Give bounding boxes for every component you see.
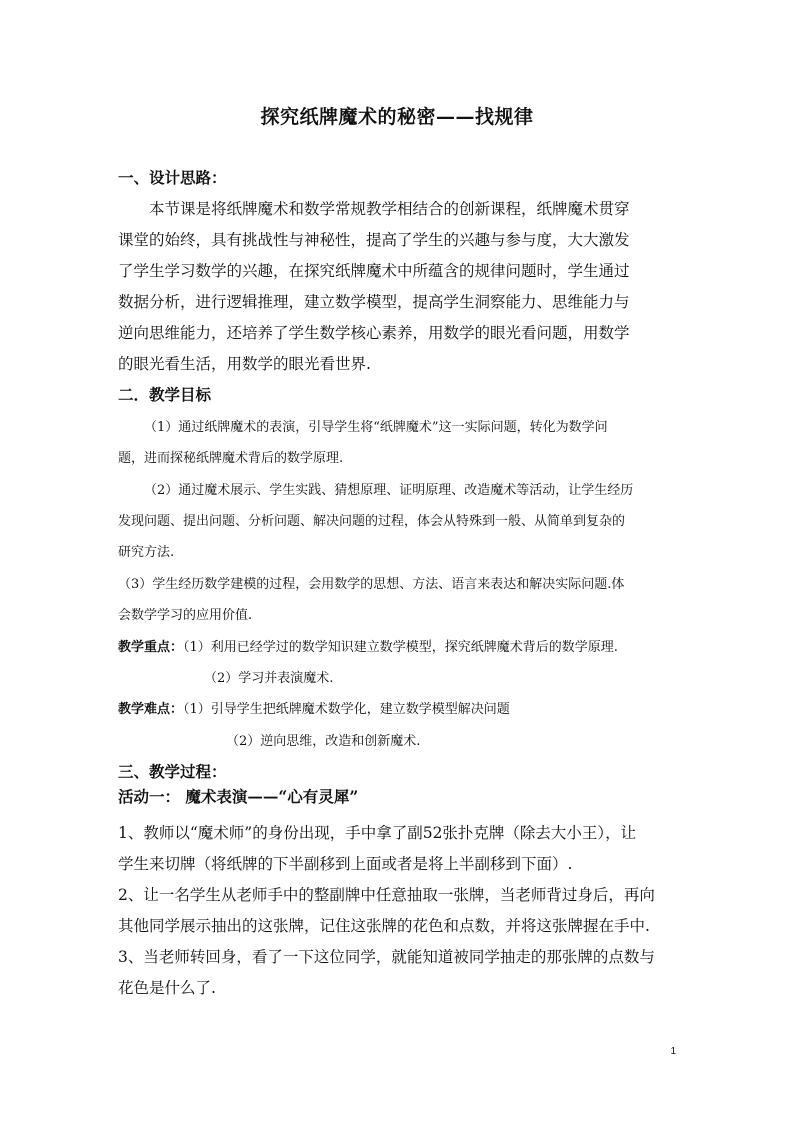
step-line: 2、让一名学生从老师手中的整副牌中任意抽取一张牌，当老师背过身后，再向 <box>118 886 655 904</box>
goal-line: （1）通过纸牌魔术的表演，引导学生将“纸牌魔术”这一实际问题，转化为数学问 <box>144 420 608 435</box>
key-point-item: （1）利用已经学过的数学知识建立数学模型，探究纸牌魔术背后的数学原理. <box>183 640 618 655</box>
paragraph-line: 的眼光看生活，用数学的眼光看世界. <box>118 355 371 373</box>
goal-line: 发现问题、提出问题、分析问题、解决问题的过程，体会从特殊到一般、从简单到复杂的 <box>118 514 626 529</box>
difficult-points-label: 教学难点： <box>118 702 184 717</box>
section-heading-design: 一、设计思路： <box>118 168 227 187</box>
difficult-point-item: （2）逆向思维，改造和创新魔术. <box>226 734 421 749</box>
goal-line: （3）学生经历数学建模的过程，会用数学的思想、方法、语言来表达和解决实际问题.体 <box>118 577 625 592</box>
goal-line: 题，进而探秘纸牌魔术背后的数学原理. <box>118 451 344 466</box>
document-title: 探究纸牌魔术的秘密——找规律 <box>260 106 534 128</box>
step-line: 花色是什么了. <box>118 979 216 997</box>
goal-line: （2）通过魔术展示、学生实践、猜想原理、证明原理、改造魔术等活动，让学生经历 <box>144 483 634 498</box>
step-line: 学生来切牌（将纸牌的下半副移到上面或者是将上半副移到下面）. <box>118 855 573 873</box>
step-line: 3、当老师转回身，看了一下这位同学，就能知道被同学抽走的那张牌的点数与 <box>118 948 655 966</box>
key-point-item: （2）学习并表演魔术. <box>204 671 334 686</box>
goal-line: 研究方法. <box>118 545 175 560</box>
paragraph-line: 本节课是将纸牌魔术和数学常规教学相结合的创新课程，纸牌魔术贯穿 <box>149 200 630 218</box>
step-line: 其他同学展示抽出的这张牌，记住这张牌的花色和点数，并将这张牌握在手中. <box>118 917 650 935</box>
difficult-point-item: （1）引导学生把纸牌魔术数学化，建立数学模型解决问题 <box>183 702 510 717</box>
key-points-label: 教学重点： <box>118 640 184 655</box>
section-heading-goals: 二．教学目标 <box>118 385 212 404</box>
paragraph-line: 数据分析，进行逻辑推理，建立数学模型，提高学生洞察能力、思维能力与 <box>118 293 630 311</box>
paragraph-line: 逆向思维能力，还培养了学生数学核心素养，用数学的眼光看问题，用数学 <box>118 324 630 342</box>
key-points-row <box>118 636 678 655</box>
step-line: 1、教师以“魔术师”的身份出现，手中拿了副52张扑克牌（除去大小王），让 <box>118 824 637 842</box>
paragraph-line: 课堂的始终，具有挑战性与神秘性，提高了学生的兴趣与参与度，大大激发 <box>118 231 630 249</box>
section-heading-process: 三、教学过程： <box>118 762 227 781</box>
activity-title: 活动一： 魔术表演——“心有灵犀” <box>118 787 359 806</box>
difficult-points-row <box>118 698 678 717</box>
page-number: 1 <box>670 1046 676 1057</box>
paragraph-line: 了学生学习数学的兴趣，在探究纸牌魔术中所蕴含的规律问题时，学生通过 <box>118 262 630 280</box>
goal-line: 会数学学习的应用价值. <box>118 608 253 623</box>
